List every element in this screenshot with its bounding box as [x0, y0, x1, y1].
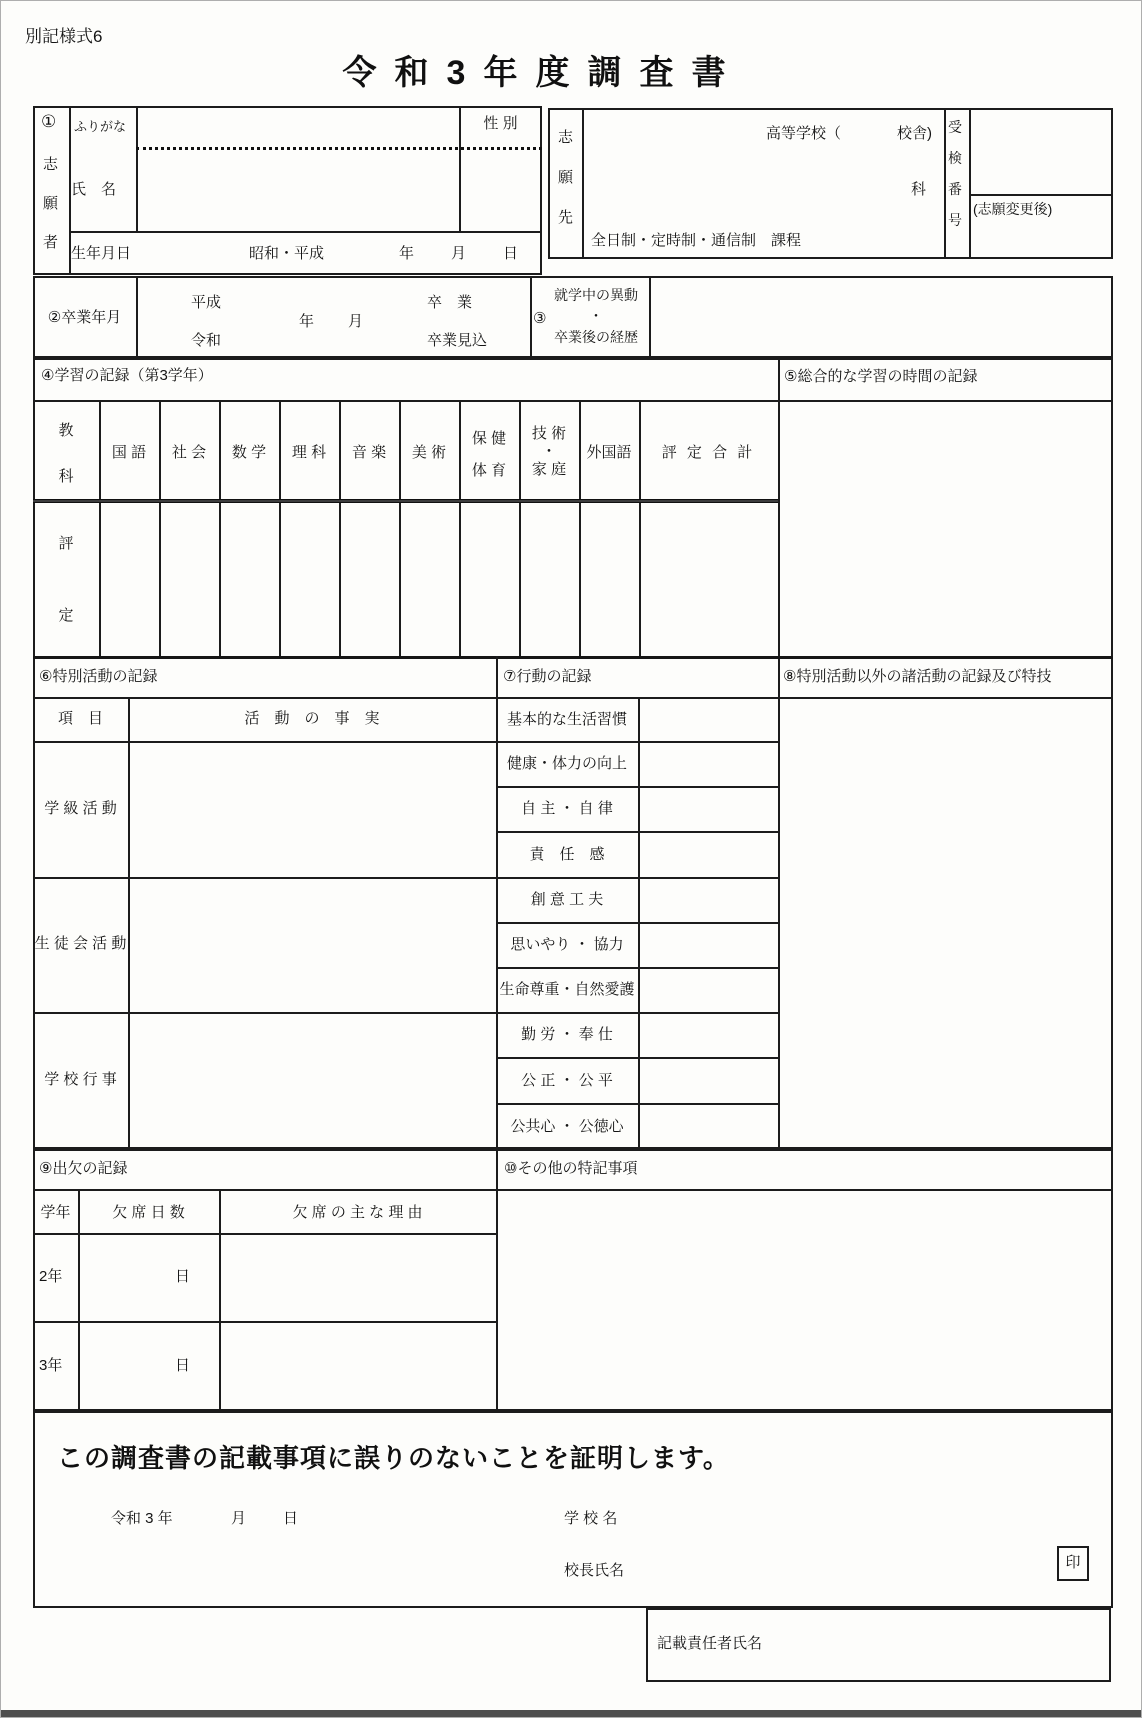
behavior-item-label: 公 正 ・ 公 平 [521, 1072, 613, 1089]
behavior-item-label: 勤 労 ・ 奉 仕 [521, 1026, 613, 1043]
grid-line [159, 400, 161, 656]
grid-line [99, 400, 101, 656]
subject-header: 社 会 [171, 444, 207, 461]
course-label: 全日制・定時制・通信制 課程 [591, 232, 802, 249]
grad-month-unit: 月 [348, 313, 364, 330]
behavior-item-label: 生命尊重・自然愛護 [499, 981, 635, 998]
grad-expected-label: 卒業見込 [427, 332, 488, 349]
grid-line [128, 697, 130, 1149]
attendance-title: ⑨出欠の記録 [39, 1160, 128, 1177]
rating-total-header: 評 定 合 計 [661, 444, 756, 461]
high-school-label: 高等学校（ [766, 125, 842, 142]
cert-date-month-unit: 月 [231, 1510, 247, 1527]
grid-line [33, 1012, 778, 1014]
exam-no-char: 受 [948, 119, 962, 135]
subject-header: 美 術 [411, 444, 447, 461]
subject-header: ・ [541, 443, 557, 460]
integrated-study-title: ⑤総合的な学習の時間の記録 [784, 368, 978, 385]
grid-line [219, 400, 221, 656]
exam-no-char: 番 [948, 181, 962, 197]
form-code: 別記様式6 [25, 27, 103, 46]
career-dot: ・ [589, 308, 603, 324]
sex-label: 性 別 [483, 115, 518, 132]
subject-header: 国 語 [111, 444, 147, 461]
applicant-side-char: 願 [43, 195, 59, 212]
after-change-label: (志願変更後) [973, 201, 1053, 217]
grid-line [136, 276, 138, 358]
special-activities-title: ⑥特別活動の記録 [39, 668, 158, 685]
academic-record-title: ④学習の記録（第3学年） [41, 367, 213, 384]
grid-line [944, 108, 946, 259]
grid-line [582, 108, 584, 259]
subject-header: 家 庭 [531, 461, 567, 478]
name-label: 氏 名 [71, 181, 117, 198]
grid-line [136, 106, 138, 233]
table-header-divider [33, 499, 778, 503]
grid-line [219, 1189, 221, 1411]
destination-side-char: 先 [558, 209, 574, 226]
furigana-dotted-line [136, 147, 542, 150]
attendance-day-unit: 日 [174, 1357, 190, 1374]
item-col-header: 項 目 [57, 710, 103, 727]
subject-header: 音 楽 [351, 444, 387, 461]
exam-no-char: 検 [948, 150, 962, 166]
cert-date-day-unit: 日 [283, 1510, 299, 1527]
grid-line [530, 276, 532, 358]
career-line1: 就学中の異動 [554, 287, 638, 303]
grid-line [339, 400, 341, 656]
grid-line [496, 922, 778, 924]
grid-line [496, 967, 778, 969]
grid-line [33, 1189, 1113, 1191]
grid-line [496, 1057, 778, 1059]
applicant-section-no: ① [41, 112, 57, 131]
behavior-item-label: 自 主 ・ 自 律 [521, 800, 613, 817]
subject-header: 外国語 [586, 444, 632, 461]
grid-line [969, 108, 971, 259]
absent-days-col-header: 欠 席 日 数 [112, 1204, 185, 1221]
grid-line [579, 400, 581, 656]
fact-col-header: 活 動 の 事 実 [244, 710, 380, 727]
special-row-label: 学 級 活 動 [44, 800, 117, 817]
behavior-item-label: 基本的な生活習慣 [506, 711, 627, 728]
behavior-item-label: 創 意 工 夫 [530, 891, 604, 908]
notes-title: ⑩その他の特記事項 [504, 1160, 638, 1177]
scan-edge [1, 1710, 1141, 1717]
special-row-label: 学 校 行 事 [44, 1071, 117, 1088]
grid-line [399, 400, 401, 656]
recorder-name-label: 記載責任者氏名 [657, 1635, 763, 1652]
furigana-label: ふりがな [74, 119, 127, 134]
cert-date-era: 令和 3 年 [111, 1510, 173, 1527]
subject-header: 理 科 [291, 444, 327, 461]
grid-line [279, 400, 281, 656]
subject-axis-char: 教 [58, 422, 74, 439]
year-col-header: 学年 [40, 1204, 71, 1221]
career-section-no: ③ [533, 310, 547, 327]
grid-line [33, 741, 778, 743]
subject-header: 体 育 [471, 462, 507, 479]
career-line2: 卒業後の経歴 [554, 329, 638, 345]
grid-line [33, 400, 1113, 402]
grid-line [33, 1233, 496, 1235]
grid-line [496, 831, 778, 833]
behavior-item-label: 責 任 感 [529, 846, 605, 863]
attendance-row-year: 3年 [39, 1357, 63, 1374]
grid-line [639, 400, 641, 656]
attendance-day-unit: 日 [174, 1268, 190, 1285]
destination-side-char: 志 [558, 129, 574, 146]
rating-axis-char: 評 [58, 535, 74, 552]
special-row-label: 生 徒 会 活 動 [34, 935, 127, 952]
grad-year-unit: 年 [299, 313, 315, 330]
graduation-label: ②卒業年月 [47, 309, 122, 326]
attendance-row-year: 2年 [39, 1268, 63, 1285]
grid-line [33, 697, 1113, 699]
era-reiwa: 令和 [191, 332, 222, 349]
applicant-side-char: 者 [43, 234, 59, 251]
grid-line [33, 1321, 496, 1323]
destination-side-char: 願 [558, 169, 574, 186]
grid-line [69, 231, 542, 233]
grid-line [33, 877, 778, 879]
department-label: 科 [911, 181, 927, 198]
section-divider [33, 656, 1113, 659]
behavior-item-label: 思いやり ・ 協力 [510, 936, 624, 953]
graduated-label: 卒 業 [427, 294, 473, 311]
birth-day-unit: 日 [503, 245, 519, 262]
certification-sentence: この調査書の記載事項に誤りのないことを証明します。 [57, 1443, 730, 1473]
campus-label: 校舎) [897, 125, 932, 142]
subject-header: 数 学 [231, 444, 267, 461]
subject-header: 技 術 [531, 425, 567, 442]
behavior-item-label: 健康・体力の向上 [506, 755, 627, 772]
birth-year-unit: 年 [399, 245, 415, 262]
behavior-item-label: 公共心 ・ 公徳心 [510, 1118, 624, 1135]
grid-line [778, 358, 780, 1149]
school-name-label: 学 校 名 [564, 1510, 618, 1527]
grid-line [496, 786, 778, 788]
grid-line [969, 194, 1113, 196]
seal-mark: 印 [1065, 1554, 1081, 1571]
birth-era: 昭和・平成 [249, 245, 325, 262]
other-activities-title: ⑧特別活動以外の諸活動の記録及び特技 [783, 668, 1052, 685]
principal-name-label: 校長氏名 [564, 1562, 625, 1579]
page-title: 令和3年度調査書 [342, 54, 744, 92]
birth-month-unit: 月 [451, 245, 467, 262]
absent-reason-col-header: 欠 席 の 主 な 理 由 [292, 1204, 423, 1221]
exam-no-char: 号 [948, 212, 962, 228]
subject-axis-char: 科 [58, 468, 74, 485]
applicant-side-char: 志 [43, 156, 59, 173]
era-heisei: 平成 [191, 294, 222, 311]
subject-header: 保 健 [471, 430, 507, 447]
rating-axis-char: 定 [58, 607, 74, 624]
birthdate-label: 生年月日 [71, 245, 132, 262]
grid-line [496, 1103, 778, 1105]
behavior-record-title: ⑦行動の記録 [503, 668, 592, 685]
grid-line [78, 1189, 80, 1411]
grid-line [649, 276, 651, 358]
